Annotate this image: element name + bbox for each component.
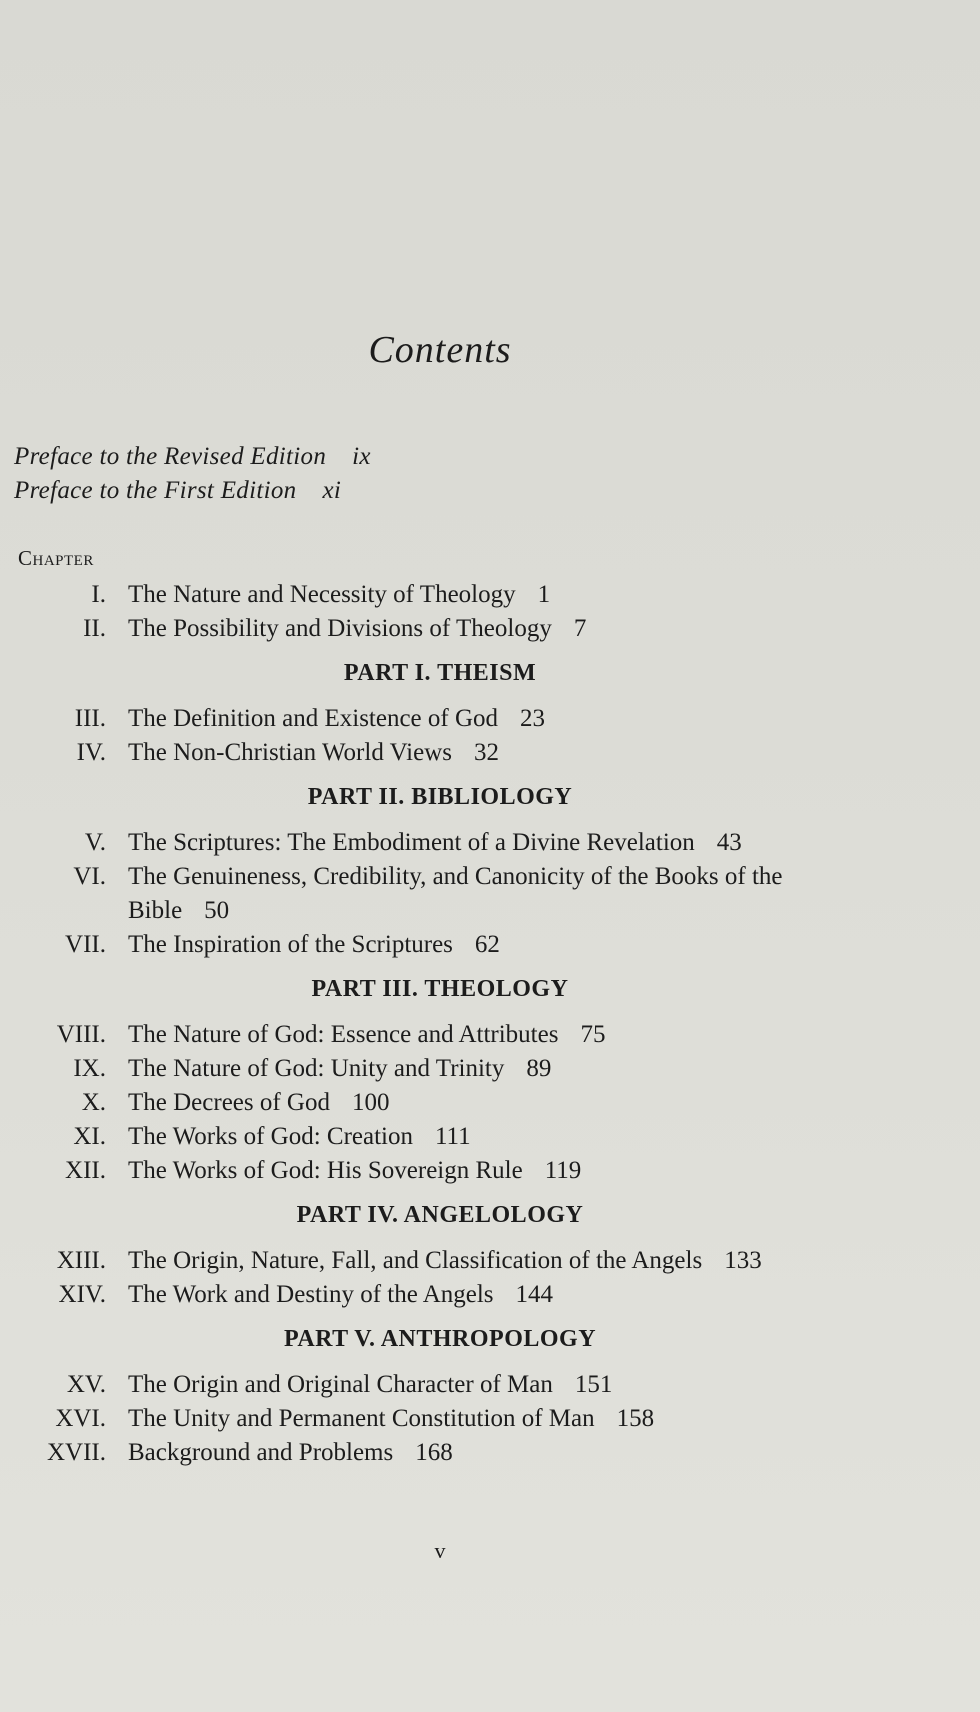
chapter-title: The Definition and Existence of God	[128, 705, 499, 732]
part-heading: PART II. BIBLIOLOGY	[307, 784, 573, 810]
chapter-title: The Scriptures: The Embodiment of a Divine Revelation	[128, 829, 695, 856]
chapter-number: I.	[91, 581, 106, 608]
chapter-entry-text	[128, 612, 858, 646]
chapter-entry-text	[128, 1368, 858, 1402]
toc-entry	[0, 1120, 900, 1154]
chapter-number: VI.	[73, 863, 106, 890]
toc-entry	[0, 736, 900, 770]
chapter-number: VII.	[65, 931, 106, 958]
toc-entry	[0, 1368, 900, 1402]
chapter-title: The Origin and Original Character of Man	[128, 1371, 553, 1398]
chapter-title: The Non-Christian World Views	[128, 739, 452, 766]
chapter-number: V.	[84, 829, 106, 856]
toc-entry	[0, 612, 900, 646]
chapter-entry-text	[128, 826, 858, 860]
toc-entry	[0, 1154, 900, 1188]
chapter-entry-text	[128, 1120, 858, 1154]
toc-entry	[0, 860, 900, 928]
part-heading: PART IV. ANGELOLOGY	[296, 1202, 584, 1228]
chapter-page: 62	[474, 931, 500, 958]
toc-entry	[0, 1018, 900, 1052]
chapter-entry-text	[128, 736, 858, 770]
chapter-title: The Nature and Necessity of Theology	[128, 581, 516, 608]
chapter-title: The Possibility and Divisions of Theology	[128, 615, 552, 642]
chapter-number: XVI.	[55, 1405, 106, 1432]
chapter-page: 75	[580, 1021, 606, 1048]
chapter-title: The Origin, Nature, Fall, and Classification of the Angels	[128, 1247, 703, 1274]
chapter-title: The Works of God: Creation	[128, 1123, 413, 1150]
toc-entry	[0, 1402, 900, 1436]
preface-title: Preface to the First Edition	[14, 477, 297, 504]
chapter-page: 111	[434, 1123, 471, 1150]
toc-entry	[0, 928, 900, 962]
page-title: Contents	[368, 329, 512, 371]
chapter-title: The Works of God: His Sovereign Rule	[128, 1157, 523, 1184]
part-heading: PART V. ANTHROPOLOGY	[283, 1326, 597, 1352]
chapter-title: The Work and Destiny of the Angels	[128, 1281, 494, 1308]
table-of-contents	[0, 578, 900, 1470]
chapter-title: The Genuineness, Credibility, and Canonicity of the Books of the Bible	[128, 863, 783, 924]
preface-title: Preface to the Revised Edition	[14, 443, 327, 470]
chapter-title: The Inspiration of the Scriptures	[128, 931, 453, 958]
toc-entry	[0, 702, 900, 736]
chapter-entry-text	[128, 1278, 858, 1312]
chapter-page: 32	[474, 739, 499, 766]
chapter-entry-text	[128, 1086, 858, 1120]
chapter-page: 89	[526, 1055, 552, 1082]
chapter-number: IX.	[73, 1055, 106, 1082]
chapter-page: 23	[520, 705, 546, 732]
chapter-page: 43	[716, 829, 742, 856]
chapter-number: X.	[81, 1089, 106, 1116]
preface-entry	[14, 474, 371, 508]
toc-entry	[0, 1244, 900, 1278]
chapter-entry-text	[128, 1436, 858, 1470]
chapter-entry-text	[128, 1154, 858, 1188]
chapter-number: XI.	[73, 1123, 106, 1150]
chapter-page: 50	[204, 897, 230, 924]
chapter-title: The Decrees of God	[128, 1089, 330, 1116]
chapter-number: XVII.	[46, 1439, 106, 1466]
chapter-page: 168	[415, 1439, 453, 1466]
chapter-number: VIII.	[56, 1021, 106, 1048]
toc-entry	[0, 826, 900, 860]
chapter-number: II.	[83, 615, 106, 642]
preface-entry	[14, 440, 371, 474]
page-number: v	[434, 1538, 446, 1563]
part-heading: PART III. THEOLOGY	[311, 976, 569, 1002]
toc-entry	[0, 1278, 900, 1312]
chapter-number: XV.	[66, 1371, 106, 1398]
chapter-page: 151	[574, 1371, 613, 1398]
toc-entry	[0, 578, 900, 612]
chapter-page: 158	[616, 1405, 655, 1432]
preface-page: xi	[322, 477, 342, 504]
chapter-label: Chapter	[18, 546, 94, 570]
toc-entry	[0, 1052, 900, 1086]
chapter-number: IV.	[76, 739, 106, 766]
toc-entry	[0, 1436, 900, 1470]
chapter-entry-text	[128, 1402, 858, 1436]
chapter-entry-text	[128, 578, 858, 612]
chapter-title: The Nature of God: Essence and Attributes	[128, 1021, 559, 1048]
chapter-entry-text	[128, 928, 858, 962]
chapter-number: XII.	[65, 1157, 106, 1184]
chapter-title: The Nature of God: Unity and Trinity	[128, 1055, 505, 1082]
chapter-page: 144	[515, 1281, 554, 1308]
chapter-entry-text	[128, 1018, 858, 1052]
chapter-page: 1	[537, 581, 551, 608]
chapter-entry-text	[128, 860, 858, 928]
chapter-number: XIII.	[56, 1247, 106, 1274]
chapter-entry-text	[128, 1244, 858, 1278]
chapter-number: XIV.	[58, 1281, 106, 1308]
chapter-page: 7	[573, 615, 587, 642]
preface-page: ix	[352, 443, 371, 470]
chapter-entry-text	[128, 1052, 858, 1086]
part-heading: PART I. THEISM	[343, 660, 537, 686]
chapter-title: The Unity and Permanent Constitution of Man	[128, 1405, 595, 1432]
preface-list	[14, 440, 371, 508]
toc-entry	[0, 1086, 900, 1120]
chapter-page: 133	[724, 1247, 762, 1274]
chapter-entry-text	[128, 702, 858, 736]
chapter-page: 100	[352, 1089, 390, 1116]
chapter-title: Background and Problems	[128, 1439, 394, 1466]
chapter-page: 119	[544, 1157, 582, 1184]
chapter-number: III.	[74, 705, 106, 732]
